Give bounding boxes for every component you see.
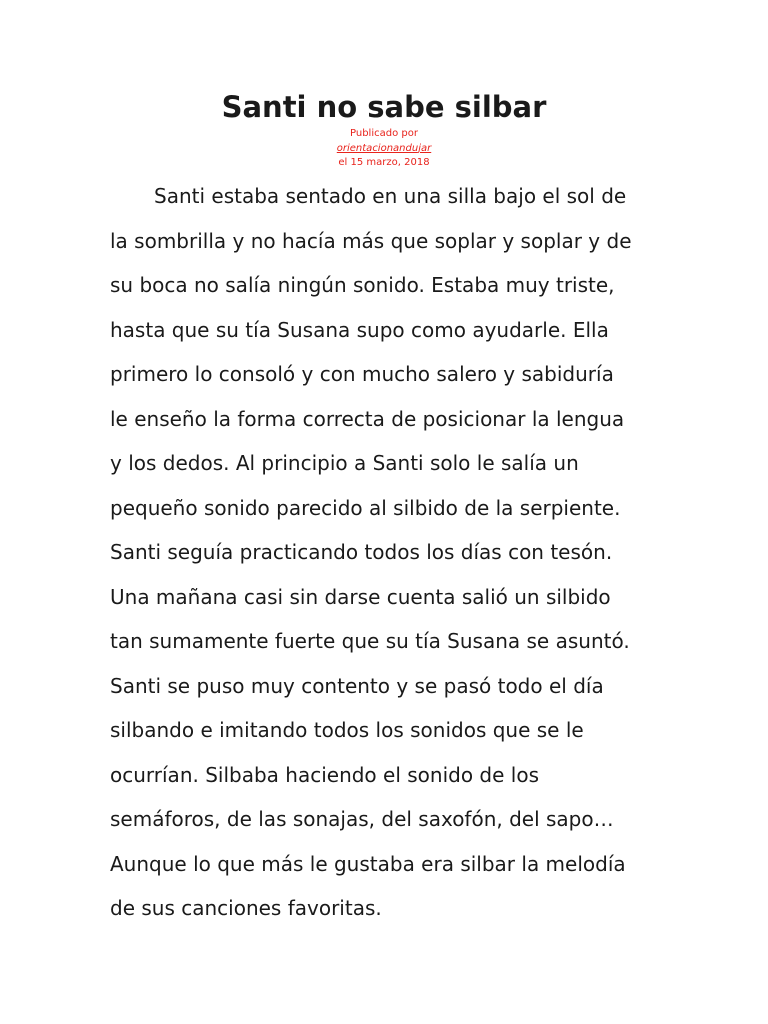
story-line: y los dedos. Al principio a Santi solo le salía un: [110, 451, 579, 475]
story-line: hasta que su tía Susana supo como ayudarle. Ella: [110, 317, 609, 342]
byline: [0, 127, 768, 171]
story-line: Santi seguía practicando todos los días con tesón.: [110, 540, 613, 564]
story-line: ocurrían. Silbaba haciendo el sonido de los: [110, 762, 539, 787]
story-line: pequeño sonido parecido al silbido de la serpiente.: [110, 495, 621, 520]
story-line: Santi estaba sentado en una silla bajo el sol de: [154, 184, 627, 208]
story-paragraph: [110, 174, 670, 931]
byline-author-link[interactable]: orientacionandujar: [336, 142, 432, 154]
byline-date: el 15 marzo, 2018: [338, 157, 430, 168]
story-line: primero lo consoló y con mucho salero y sabiduría: [110, 362, 614, 386]
story-line: la sombrilla y no hacía más que soplar y soplar y de: [110, 228, 632, 253]
story-line: Una mañana casi sin darse cuenta salió un silbido: [110, 584, 611, 609]
page-title: Santi no sabe silbar: [221, 90, 547, 124]
story-line: semáforos, de las sonajas, del saxofón, del sapo…: [110, 807, 614, 831]
byline-published-by: Publicado por: [350, 128, 418, 139]
story-line: tan sumamente fuerte que su tía Susana se asuntó.: [110, 629, 630, 653]
story-line: le enseño la forma correcta de posicionar la lengua: [110, 406, 625, 431]
story-line: Aunque lo que más le gustaba era silbar la melodía: [110, 851, 626, 876]
story-line: su boca no salía ningún sonido. Estaba muy triste,: [110, 273, 615, 297]
story-line: silbando e imitando todos los sonidos que se le: [110, 718, 584, 742]
story-line: Santi se puso muy contento y se pasó todo el día: [110, 673, 604, 698]
story-line: de sus canciones favoritas.: [110, 896, 382, 920]
